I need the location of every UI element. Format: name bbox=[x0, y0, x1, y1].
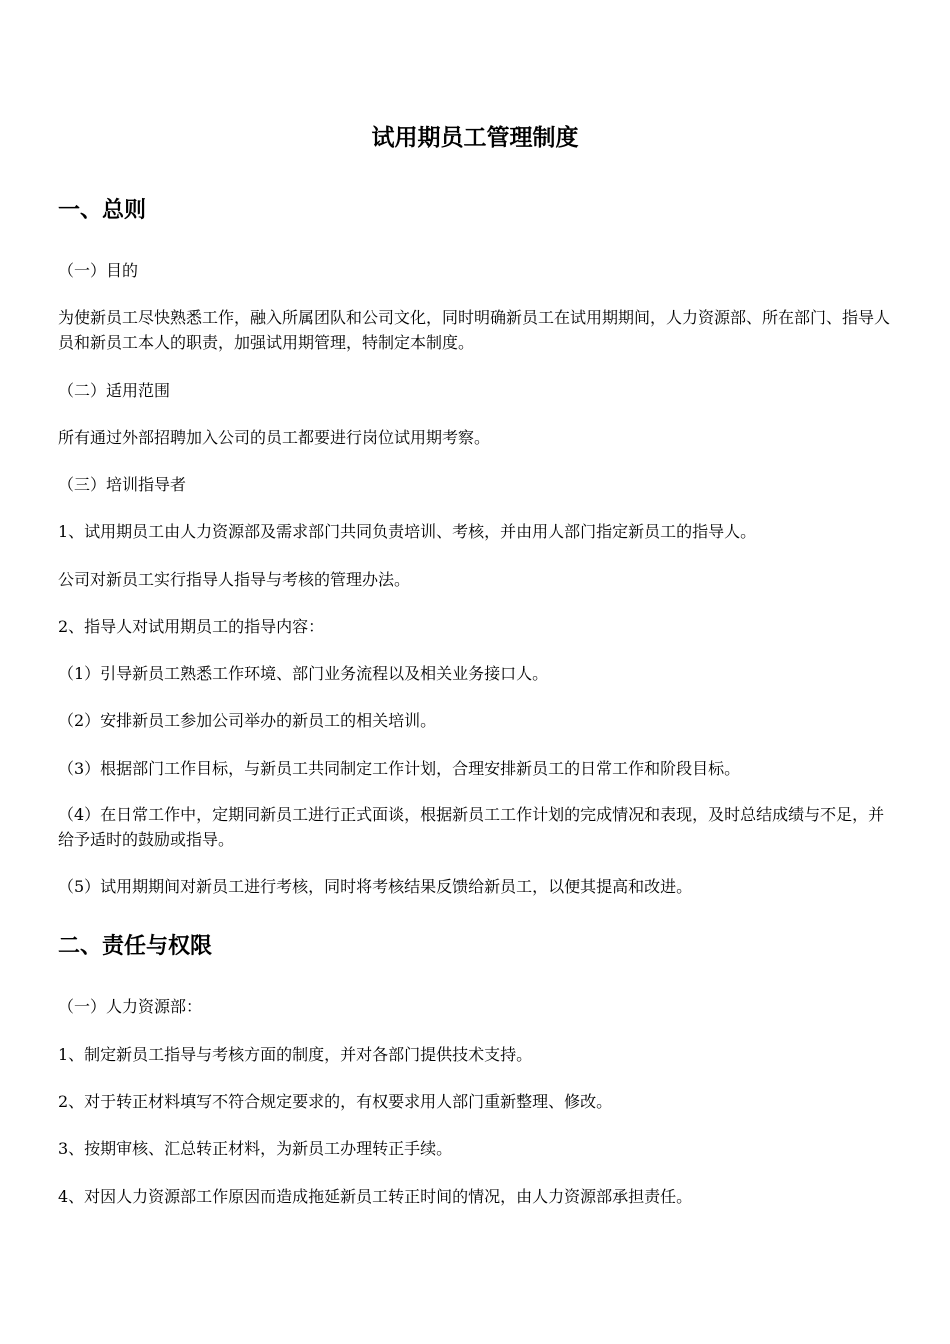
paragraph-mentor-1: 1、试用期员工由人力资源部及需求部门共同负责培训、考核，并由用人部门指定新员工的指导人。 bbox=[58, 522, 757, 541]
document-title: 试用期员工管理制度 bbox=[371, 125, 579, 151]
subheading-mentor: （三）培训指导者 bbox=[58, 475, 187, 494]
list-item: 2、对于转正材料填写不符合规定要求的，有权要求用人部门重新整理、修改。 bbox=[58, 1092, 613, 1111]
paragraph-mentor-3: 2、指导人对试用期员工的指导内容： bbox=[58, 617, 325, 636]
list-item: （4）在日常工作中，定期同新员工进行正式面谈，根据新员工工作计划的完成情况和表现，及时总结成绩与不足，并给予适时的鼓励或指导。 bbox=[58, 805, 885, 849]
section-heading-responsibility: 二、责任与权限 bbox=[58, 934, 213, 959]
paragraph-purpose: 为使新员工尽快熟悉工作，融入所属团队和公司文化，同时明确新员工在试用期期间，人力资源部、所在部门、指导人员和新员工本人的职责，加强试用期管理，特制定本制度。 bbox=[58, 308, 891, 352]
list-item: 1、制定新员工指导与考核方面的制度，并对各部门提供技术支持。 bbox=[58, 1045, 533, 1064]
section-heading-general: 一、总则 bbox=[58, 198, 147, 223]
subheading-purpose: （一）目的 bbox=[58, 261, 139, 280]
list-item: （5）试用期期间对新员工进行考核，同时将考核结果反馈给新员工，以便其提高和改进。 bbox=[58, 877, 693, 896]
paragraph-scope: 所有通过外部招聘加入公司的员工都要进行岗位试用期考察。 bbox=[58, 428, 491, 447]
list-item: （1）引导新员工熟悉工作环境、部门业务流程以及相关业务接口人。 bbox=[58, 664, 549, 683]
list-item: 3、按期审核、汇总转正材料，为新员工办理转正手续。 bbox=[58, 1139, 453, 1158]
list-item: （2）安排新员工参加公司举办的新员工的相关培训。 bbox=[58, 711, 437, 730]
list-item: （3）根据部门工作目标，与新员工共同制定工作计划，合理安排新员工的日常工作和阶段目标。 bbox=[58, 759, 741, 778]
subheading-scope: （二）适用范围 bbox=[58, 381, 171, 400]
list-item: 4、对因人力资源部工作原因而造成拖延新员工转正时间的情况，由人力资源部承担责任。 bbox=[58, 1187, 693, 1206]
paragraph-mentor-2: 公司对新员工实行指导人指导与考核的管理办法。 bbox=[58, 570, 411, 589]
subheading-hr: （一）人力资源部： bbox=[58, 997, 203, 1016]
